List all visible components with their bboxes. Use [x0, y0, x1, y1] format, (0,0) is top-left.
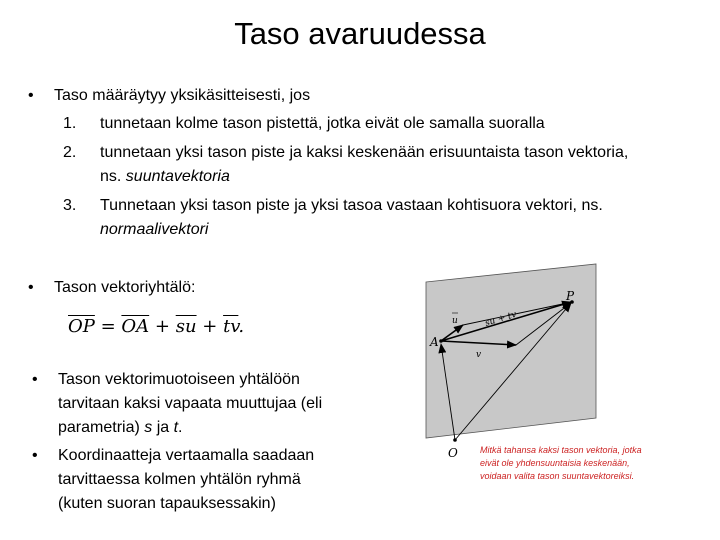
text-line: (kuten suoran tapauksessakin)	[58, 495, 276, 512]
bullet-dot: •	[28, 87, 34, 104]
bullet-dot: •	[32, 447, 38, 464]
point-O	[453, 438, 457, 442]
vec-tv: $\overline{tv}$	[223, 316, 239, 337]
list-text: tunnetaan kolme tason pistettä, jotka eivät ole samalla suoralla	[100, 115, 545, 132]
text-line: ja	[152, 419, 174, 436]
text-line: parametria)	[58, 419, 145, 436]
label-sum: su + tv	[483, 309, 518, 329]
param-s: s	[144, 419, 153, 436]
bullet-dot: •	[32, 371, 38, 388]
text-line: tarvittaessa kolmen yhtälön ryhmä	[58, 471, 301, 488]
bullet-text: Taso määräytyy yksikäsitteisesti, jos	[54, 87, 311, 104]
label-O: O	[448, 446, 458, 460]
term-normaalivektori: normaalivektori	[100, 221, 209, 238]
list-text: tunnetaan yksi tason piste ja kaksi keskenään erisuuntaista tason vektoria,	[100, 144, 629, 161]
caption-line: Mitkä tahansa kaksi tason vektoria, jotka	[480, 445, 642, 455]
term-suuntavektoria: suuntavektoria	[125, 168, 230, 185]
list-text: Tunnetaan yksi tason piste ja yksi tasoa vastaan kohtisuora vektori, ns.	[100, 197, 603, 214]
label-A: A	[430, 335, 439, 349]
list-number: 2.	[63, 144, 77, 161]
plus-sign: +	[149, 316, 176, 337]
label-P: P	[566, 289, 575, 303]
eq-sign: =	[94, 316, 122, 337]
bullet-dot: •	[28, 279, 34, 296]
text-line: .	[178, 419, 183, 436]
point-A	[439, 339, 443, 343]
vec-OP: $\overline{OP}$	[68, 316, 95, 337]
plus-sign: +	[196, 316, 224, 337]
caption-line: eivät ole yhdensuuntaisia keskenään,	[480, 458, 630, 468]
figure-caption	[480, 444, 700, 483]
vec-su: $\overline{su}$	[175, 316, 197, 337]
text-line: Koordinaatteja vertaamalla saadaan	[58, 447, 315, 464]
text-line: tarvitaan kaksi vapaata muuttujaa (eli	[58, 395, 323, 412]
page-title: Taso avaruudessa	[234, 16, 486, 51]
label-v: v	[476, 350, 482, 360]
bullet-text: Tason vektoriyhtälö:	[54, 279, 196, 296]
period: .	[238, 316, 245, 337]
list-text-cont: ns.	[100, 168, 126, 185]
list-number: 1.	[63, 115, 77, 132]
text-line: Tason vektorimuotoiseen yhtälöön	[58, 371, 300, 388]
vec-OA: $\overline{OA}$	[121, 316, 150, 337]
label-u: u	[452, 316, 458, 326]
list-number: 3.	[63, 197, 77, 214]
param-t: t	[173, 419, 179, 436]
caption-line: voidaan valita tason suuntavektoreiksi.	[480, 471, 635, 481]
